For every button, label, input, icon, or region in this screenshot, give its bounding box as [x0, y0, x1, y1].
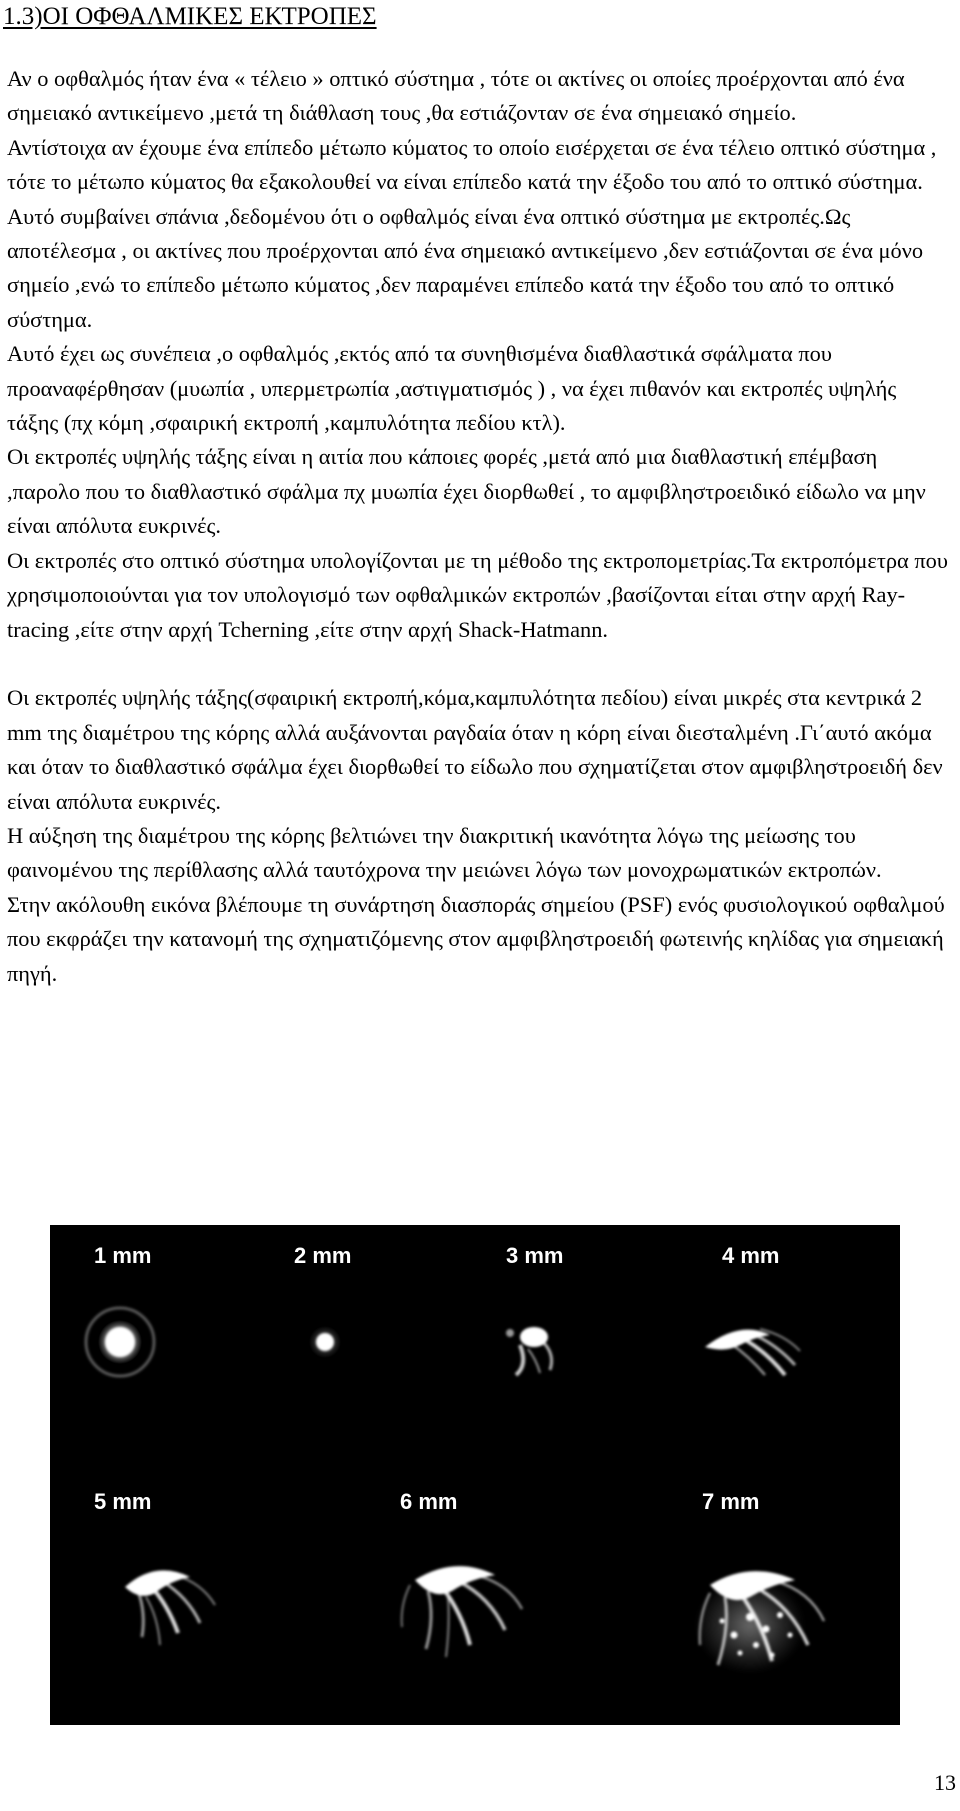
psf-spot-2mm: [309, 1326, 341, 1358]
paragraph: Στην ακόλουθη εικόνα βλέπουμε τη συνάρτηση διασποράς σημείου (PSF) ενός φυσιολογικού οφθαλμού που εκφράζει την κατανομή της σχηματιζόμενης στον αμφιβληστροειδή φωτεινής κηλίδας για σημειακή πηγή.: [7, 891, 945, 986]
psf-spot-3mm: [506, 1327, 552, 1375]
paragraph: Αντίστοιχα αν έχουμε ένα επίπεδο μέτωπο κύματος το οποίο εισέρχεται σε ένα τέλειο οπτικό σύστημα , τότε το μέτωπο κύματος θα εξακολουθεί να είναι επίπεδο κατά την έξοδο του από το οπτικό σύστημα.: [7, 134, 937, 195]
paragraph: Αυτό έχει ως συνέπεια ,ο οφθαλμός ,εκτός από τα συνηθισμένα διαθλαστικά σφάλματα που προαναφέρθησαν (μυωπία , υπερμετρωπία ,αστιγματισμός ) , να έχει πιθανόν και εκτροπές υψηλής τάξης (πχ κόμη ,σφαιρική εκτροπή ,καμπυλότητα πεδίου κτλ).: [7, 341, 897, 436]
label-1mm: 1 mm: [94, 1243, 152, 1268]
paragraph: Οι εκτροπές υψηλής τάξης(σφαιρική εκτροπή,κόμα,καμπυλότητα πεδίου) είναι μικρές στα κεντρικά 2 mm της διαμέτρου της κόρης αλλά αυξάνονται ραγδαία όταν η κόρη είναι διεσταλμένη .Γι΄αυτό ακόμα και όταν το διαθλαστικό σφάλμα έχει διορθωθεί το είδωλο που σχηματίζεται στον αμφιβληστροειδή δεν είναι απόλυτα ευκρινές.: [7, 685, 943, 814]
label-4mm: 4 mm: [722, 1243, 780, 1268]
paragraph-spacer: [7, 647, 952, 681]
psf-figure: [50, 1225, 900, 1725]
psf-spot-1mm: [86, 1308, 154, 1376]
psf-spot-7mm: [695, 1571, 824, 1673]
label-2mm: 2 mm: [294, 1243, 352, 1268]
label-7mm: 7 mm: [702, 1489, 760, 1514]
label-6mm: 6 mm: [400, 1489, 458, 1514]
label-5mm: 5 mm: [94, 1489, 152, 1514]
paragraph: Οι εκτροπές στο οπτικό σύστημα υπολογίζονται με τη μέθοδο της εκτροπομετρίας.Τα εκτροπόμετρα που χρησιμοποιούνται για τον υπολογισμό των οφθαλμικών εκτροπών ,βασίζονται είται στην αρχή Ray-tracing ,είτε στην αρχή Tcherning ,είτε στην αρχή Shack-Hatmann.: [7, 547, 948, 642]
paragraph: Οι εκτροπές υψηλής τάξης είναι η αιτία που κάποιες φορές ,μετά από μια διαθλαστική επέμβαση ,παρολο που το διαθλαστικό σφάλμα πχ μυωπία έχει διορθωθεί , το αμφιβληστροειδικό είδωλο να μην είναι απόλυτα ευκρινές.: [7, 444, 926, 539]
psf-spot-5mm: [125, 1570, 215, 1645]
section-heading: 1.3)ΟΙ ΟΦΘΑΛΜΙΚΕΣ ΕΚΤΡΟΠΕΣ: [3, 3, 377, 30]
paragraph: Αυτό συμβαίνει σπάνια ,δεδομένου ότι ο οφθαλμός είναι ένα οπτικό σύστημα με εκτροπές.Ως αποτέλεσμα , οι ακτίνες που προέρχονται από ένα σημειακό αντικείμενο ,δεν εστιάζονται σε ένα μόνο σημείο ,ενώ το επίπεδο μέτωπο κύματος ,δεν παραμένει επίπεδο κατά την έξοδο του από το οπτικό σύστημα.: [7, 203, 924, 332]
page-number: 13: [934, 1770, 956, 1795]
label-3mm: 3 mm: [506, 1243, 564, 1268]
psf-figure-graphic: [50, 1225, 900, 1725]
paragraph: Αν ο οφθαλμός ήταν ένα « τέλειο » οπτικό σύστημα , τότε οι ακτίνες οι οποίες προέρχονται από ένα σημειακό αντικείμενο ,μετά τη διάθλαση τους ,θα εστιάζονταν σε ένα σημειακό σημείο.: [7, 66, 905, 126]
paragraph: Η αύξηση της διαμέτρου της κόρης βελτιώνει την διακριτική ικανότητα λόγω της μείωσης του φαινομένου της περίθλασης αλλά ταυτόχρονα την μειώνει λόγω των μονοχρωματικών εκτροπών.: [7, 822, 882, 883]
body-text: [7, 62, 952, 991]
psf-spot-4mm: [705, 1329, 800, 1375]
psf-spot-6mm: [402, 1566, 522, 1657]
